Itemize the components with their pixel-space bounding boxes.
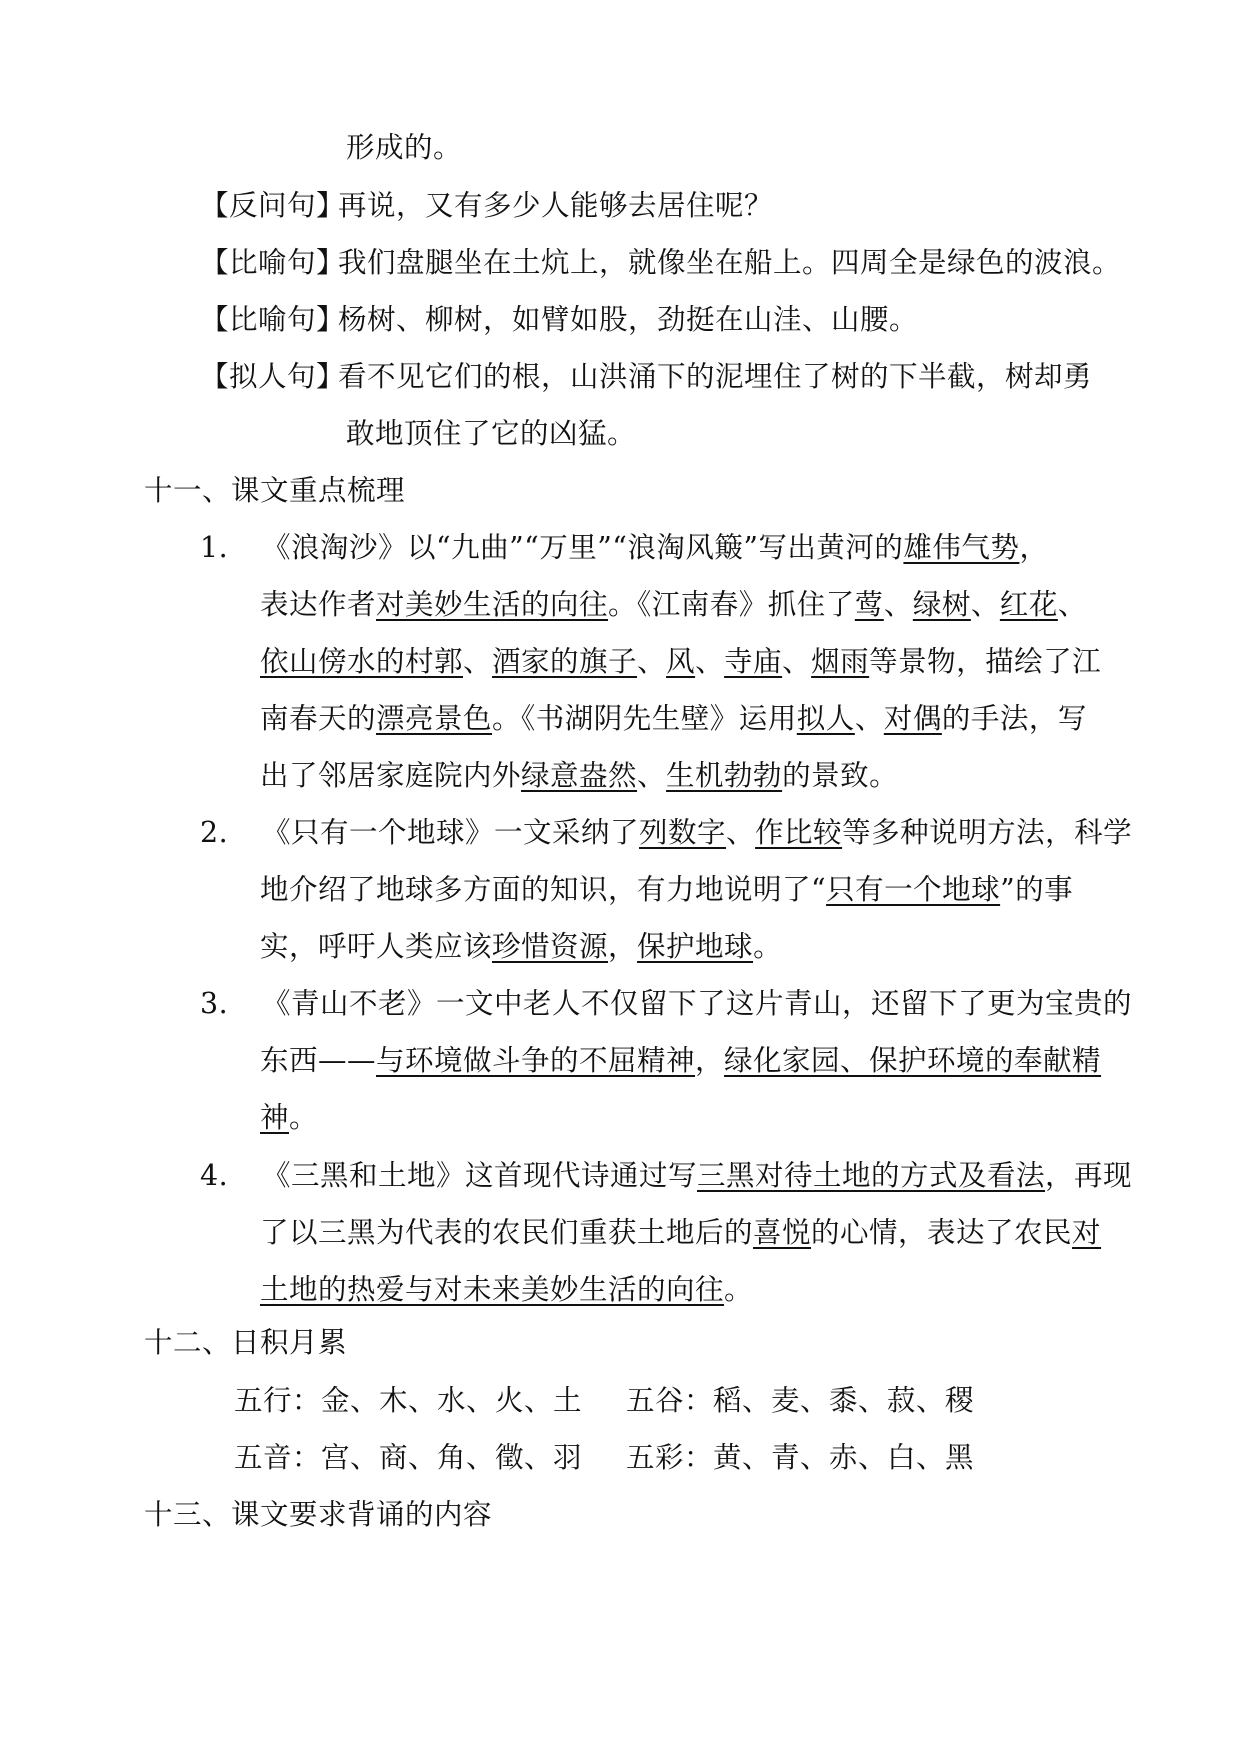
key-point-number: 1. xyxy=(200,531,229,564)
underlined-answer: 喜悦 xyxy=(753,1216,812,1249)
key-point-text: 。 xyxy=(289,1101,319,1134)
rhetoric-text: 我们盘腿坐在土炕上，就像坐在船上。四周全是绿色的波浪。 xyxy=(338,246,1122,279)
key-point-text: 、 xyxy=(1057,588,1087,621)
key-point-text: 东西—— xyxy=(260,1044,377,1077)
rhetoric-item xyxy=(200,357,1092,397)
underlined-answer: 风 xyxy=(666,645,696,678)
key-point-number: 2. xyxy=(200,816,229,849)
key-point-text: 的心情，表达了农民 xyxy=(811,1216,1073,1249)
underlined-answer: 对偶 xyxy=(883,702,942,735)
rhetoric-text: 杨树、柳树，如臂如股，劲挺在山洼、山腰。 xyxy=(338,303,919,336)
key-point-line xyxy=(260,699,1087,739)
accumulation-cell: 五音：宫、商、角、徵、羽 xyxy=(234,1441,583,1474)
underlined-answer: 珍惜资源 xyxy=(492,930,609,963)
key-point-text: 、 xyxy=(970,588,1000,621)
key-point-text: 、 xyxy=(637,645,667,678)
underlined-answer: 拟人 xyxy=(796,702,855,735)
key-point-line xyxy=(260,1213,1101,1253)
underlined-answer: 土地的热爱与对未来美妙生活的向往 xyxy=(260,1273,725,1306)
key-point-text: 地介绍了地球多方面的知识，有力地说明了“ xyxy=(260,873,827,906)
underlined-answer: 酒家的旗子 xyxy=(492,645,638,678)
section-heading-13: 十三、课文要求背诵的内容 xyxy=(144,1498,493,1531)
underlined-answer: 漂亮景色 xyxy=(376,702,493,735)
key-point-line xyxy=(260,756,898,796)
rhetoric-continuation: 形成的。 xyxy=(346,131,463,164)
rhetoric-tag: 【比喻句】 xyxy=(200,303,346,336)
accumulation-cell: 五行：金、木、水、火、土 xyxy=(234,1384,583,1417)
underlined-answer: 绿树 xyxy=(912,588,971,621)
key-point-line xyxy=(260,585,1087,625)
underlined-answer: 与环境做斗争的不屈精神 xyxy=(376,1044,696,1077)
rhetoric-tag: 【比喻句】 xyxy=(200,246,346,279)
underlined-answer: 只有一个地球 xyxy=(826,873,1001,906)
underlined-answer: 红花 xyxy=(999,588,1058,621)
underlined-answer: 作比较 xyxy=(755,816,843,849)
key-point-text: 等多种说明方法，科学 xyxy=(842,816,1133,849)
key-point-text: 的景致。 xyxy=(782,759,899,792)
key-point-text: 、 xyxy=(782,645,812,678)
key-point-text: ， xyxy=(695,1044,725,1077)
key-point-text: 《三黑和土地》这首现代诗通过写 xyxy=(262,1159,698,1192)
rhetoric-item xyxy=(200,186,773,226)
key-point-text: 。 xyxy=(724,1273,754,1306)
key-point-text: 、 xyxy=(637,759,667,792)
underlined-answer: 保护地球 xyxy=(637,930,754,963)
key-point-number: 4. xyxy=(200,1159,229,1192)
rhetoric-text-continued: 敢地顶住了它的凶猛。 xyxy=(346,417,637,450)
underlined-answer: 雄伟气势 xyxy=(903,531,1020,564)
accumulation-cell: 五谷：稻、麦、黍、菽、稷 xyxy=(626,1384,975,1417)
underlined-answer: 列数字 xyxy=(639,816,727,849)
rhetoric-tag: 【反问句】 xyxy=(200,189,346,222)
key-point-text: 。《江南春》抓住了 xyxy=(608,588,855,621)
underlined-answer: 三黑对待土地的方式及看法 xyxy=(697,1159,1046,1192)
key-point-text: 、 xyxy=(463,645,493,678)
section-heading-12: 十二、日积月累 xyxy=(144,1326,348,1359)
key-point-line xyxy=(260,927,782,967)
underlined-answer: 对 xyxy=(1072,1216,1102,1249)
key-point-text: 出了邻居家庭院内外 xyxy=(260,759,522,792)
underlined-answer: 生机勃勃 xyxy=(666,759,783,792)
underlined-answer: 绿意盎然 xyxy=(521,759,638,792)
underlined-answer: 对美妙生活的向往 xyxy=(376,588,609,621)
key-point-line xyxy=(260,870,1073,910)
key-point-line xyxy=(260,1041,1101,1081)
rhetoric-text: 看不见它们的根，山洪涌下的泥埋住了树的下半截，树却勇 xyxy=(338,360,1093,393)
key-point-text: 《青山不老》一文中老人不仅留下了这片青山，还留下了更为宝贵的 xyxy=(262,987,1133,1020)
underlined-answer: 寺庙 xyxy=(724,645,783,678)
underlined-answer: 绿化家园、保护环境的奉献精 xyxy=(724,1044,1102,1077)
key-point-text: ，再现 xyxy=(1045,1159,1133,1192)
key-point-text: 了以三黑为代表的农民们重获土地后的 xyxy=(260,1216,754,1249)
rhetoric-text: 再说，又有多少人能够去居住呢？ xyxy=(338,189,774,222)
key-point-line xyxy=(200,984,1132,1024)
key-point-text: 。《书湖阴先生壁》运用 xyxy=(492,702,797,735)
key-point-text: 《只有一个地球》一文采纳了 xyxy=(262,816,640,849)
key-point-line xyxy=(260,1270,753,1310)
key-point-text: 等景物，描绘了江 xyxy=(869,645,1102,678)
underlined-answer: 烟雨 xyxy=(811,645,870,678)
key-point-text: 、 xyxy=(854,702,884,735)
key-point-text: 。 xyxy=(753,930,783,963)
key-point-text: ， xyxy=(1019,531,1049,564)
rhetoric-item xyxy=(200,243,1121,283)
key-point-number: 3. xyxy=(200,987,229,1020)
key-point-line xyxy=(200,813,1132,853)
underlined-answer: 神 xyxy=(260,1101,290,1134)
key-point-text: ， xyxy=(608,930,638,963)
accumulation-cell: 五彩：黄、青、赤、白、黑 xyxy=(626,1441,975,1474)
key-point-text: 实，呼吁人类应该 xyxy=(260,930,493,963)
key-point-line xyxy=(200,528,1048,568)
key-point-text: 南春天的 xyxy=(260,702,377,735)
key-point-line xyxy=(260,642,1101,682)
rhetoric-item xyxy=(200,300,918,340)
key-point-text: ”的事 xyxy=(1000,873,1074,906)
key-point-text: 表达作者 xyxy=(260,588,377,621)
key-point-text: 、 xyxy=(695,645,725,678)
underlined-answer: 莺 xyxy=(854,588,884,621)
key-point-text: 的手法，写 xyxy=(941,702,1087,735)
key-point-line xyxy=(260,1098,318,1138)
key-point-text: 《浪淘沙》以“九曲”“万里”“浪淘风簸”写出黄河的 xyxy=(262,531,904,564)
key-point-text: 、 xyxy=(883,588,913,621)
key-point-line xyxy=(200,1156,1132,1196)
key-point-text: 、 xyxy=(726,816,756,849)
section-heading-11: 十一、课文重点梳理 xyxy=(144,474,406,507)
underlined-answer: 依山傍水的村郭 xyxy=(260,645,464,678)
rhetoric-tag: 【拟人句】 xyxy=(200,360,346,393)
